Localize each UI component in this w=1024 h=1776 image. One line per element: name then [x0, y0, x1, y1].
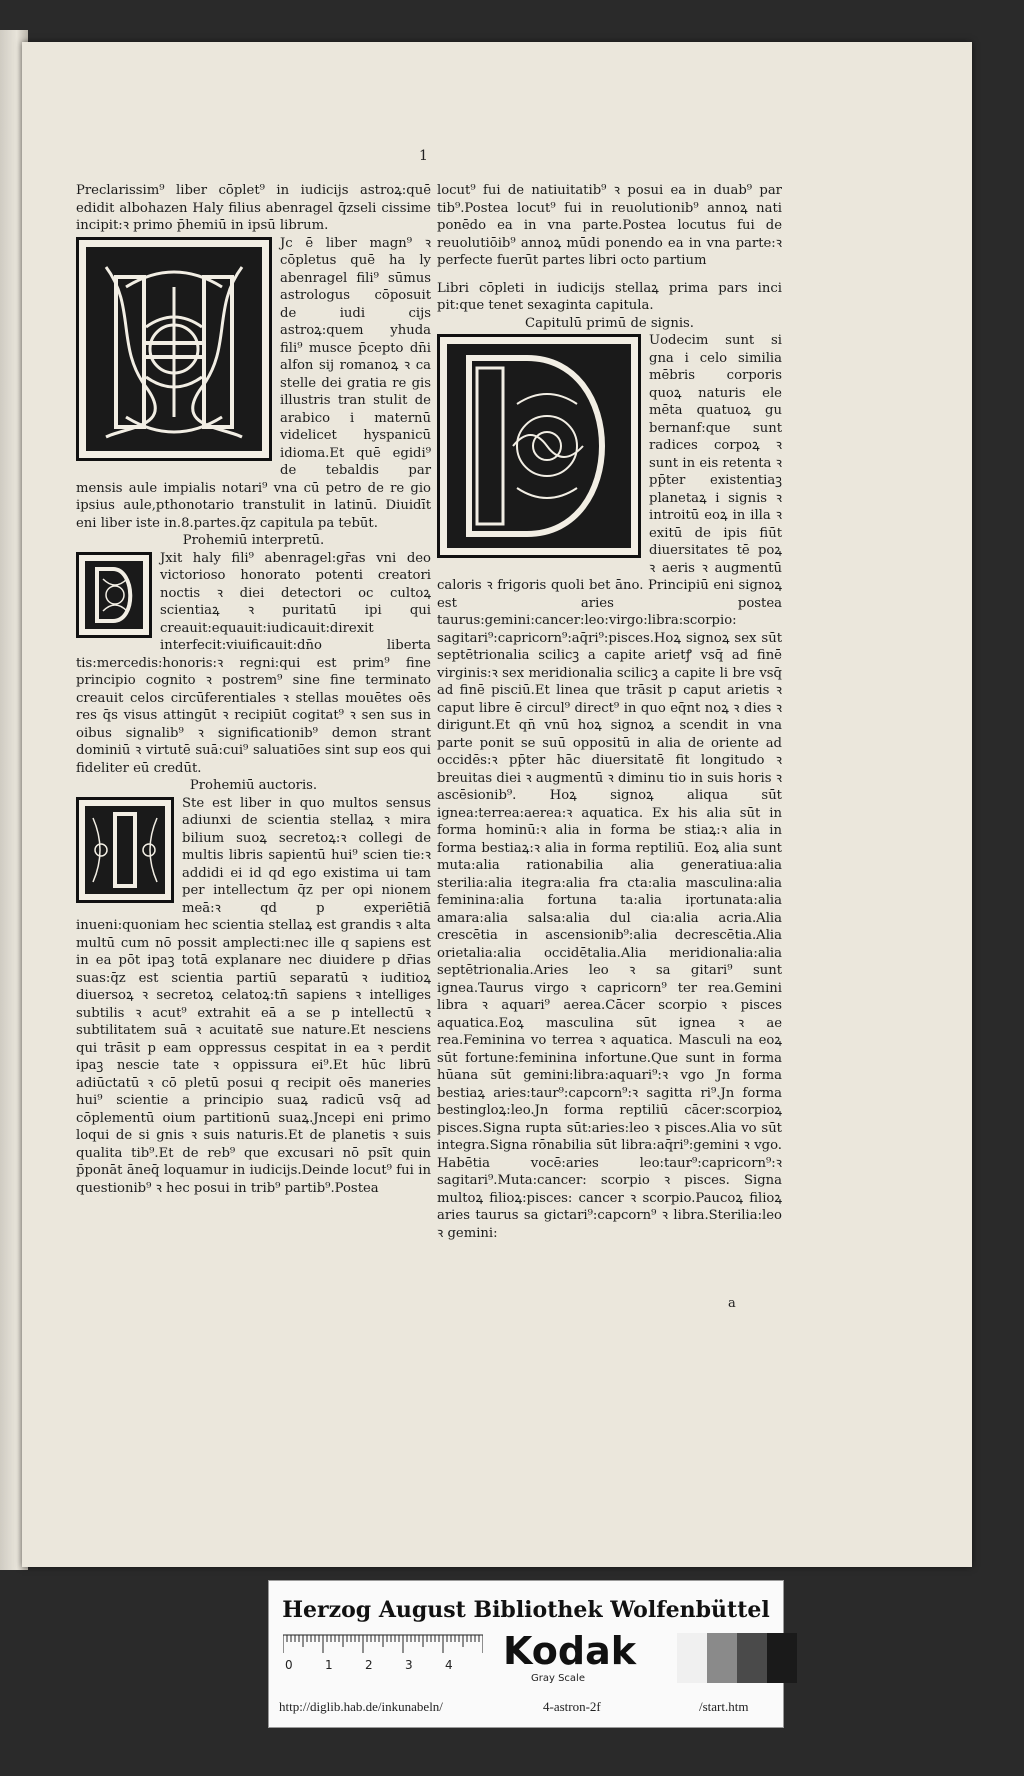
color-scale-card [268, 1580, 784, 1728]
folio-mark: 1 [419, 148, 428, 164]
intro-text: Preclarissim⁹ liber cōplet⁹ in iudicijs astroꝝ:quē edidit albohazen Haly filius abenragel q̄zseli cissime incipit:ꝛ primo p̄hemiū in ipsū librum. [76, 183, 431, 233]
right-paragraph-one: locut⁹ fui de natiuitatib⁹ ꝛ posui ea in duab⁹ par tib⁹.Postea locut⁹ fui in reuolutionib⁹ annoꝝ nati ponēdo ea in vna parte.Postea locutus fui de reuolutiōib⁹ annoꝝ mūdi ponendo ea in vna parte:ꝛ perfecte fuerūt partes libri octo partium [437, 183, 782, 268]
ruler-label: 0 [285, 1658, 293, 1672]
library-title: Herzog August Bibliothek Wolfenbüttel [282, 1597, 770, 1623]
ruler [283, 1633, 483, 1677]
ruler-label: 4 [445, 1658, 453, 1672]
gray-scale-label: Gray Scale [531, 1673, 585, 1684]
heading-capitulum-primum: Capitulū primū de signis. [525, 315, 694, 331]
ruler-label: 1 [325, 1658, 333, 1672]
decorated-initial-d [76, 552, 152, 638]
heading-prohemium-auctoris: Prohemiū auctoris. [189, 778, 318, 793]
url-mid: 4-astron-2f [543, 1699, 601, 1714]
signature-mark: a [728, 1296, 736, 1311]
right-paragraph-three: Uodecim sunt si gna i celo similia mēbris corporis quoꝝ naturis ele mēta quatuoꝝ gu bernanf:que sunt radices corpoꝝ ꝛ sunt in eis retenta ꝛ pp̄ter existentiaꝫ planetaꝝ i signis ꝛ introitū eoꝝ in illa ꝛ exitū de ipis fiūt diuersitates tē poꝝ ꝛ aeris ꝛ augmentū caloris ꝛ frigoris quoli bet āno. Principiū eni signoꝝ est aries postea taurus:gemini:cancer:leo:virgo:libra:scorpio: sagitari⁹:capricorn⁹:aq̄ri⁹:pisces.Hoꝝ signoꝝ sex sūt septētrionalia scilicꝫ a capite arietꝭ vsq̄ ad finē virginis:ꝛ sex meridionalia scilicꝫ a capite li bre vsq̄ ad finē pisciū.Et linea que trāsit p caput arietis ꝛ caput libre ē circul⁹ direct⁹ in quo eq̄nt noꝝ ꝛ dies ꝛ dirigunt.Et qn̄ vnū hoꝝ signoꝝ a scendit in vna parte ponit se suū oppositū in alia de oriente ad occidēs:ꝛ pp̄ter hāc diuersitatē fit longitudo ꝛ breuitas diei ꝛ augmentū ꝛ diminu tio in suis horis ꝛ ascēsionib⁹. Hoꝝ signoꝝ aliqua sūt ignea:terrea:aerea:ꝛ aquatica. Ex his alia sūt in forma hominū:ꝛ alia in forma be stiaꝝ:ꝛ alia in forma bestiaꝝ:ꝛ alia in forma reptiliū. Eoꝝ alia sunt muta:alia rationabilia alia generatiua:alia sterilia:alia itegra:alia fra cta:alia masculina:alia feminina:alia fortuna ta:alia iꝼortunata:alia amara:alia salsa:alia dul cia:alia acria.Alia crescētia in ascensionib⁹:alia decrescētia.Alia orietalia:alia occidētalia.Alia meridionalia:alia septētrionalia.Aries leo ꝛ sa gitari⁹ sunt ignea.Taurus virgo ꝛ capricorn⁹ ter rea.Gemini libra ꝛ aquari⁹ aerea.Cācer scorpio ꝛ pisces aquatica.Eoꝝ masculina sūt ignea ꝛ ae rea.Feminina vo terrea ꝛ aquatica. Masculi na eoꝝ sūt fortune:feminina infortune.Que sunt in forma hūana sūt gemini:libra:aquari⁹:ꝛ vgo Jn forma bestiaꝝ aries:taur⁹:capcorn⁹:ꝛ sagitta ri⁹.Jn forma bestingloꝝ:leo.Jn forma reptiliū cācer:scorpioꝝ pisces.Signa rupta sūt:aries:leo ꝛ pisces.Alia vo sūt integra.Signa rōnabilia sūt libra:aq̄ri⁹:gemini ꝛ vgo. Habētia vocē:aries leo:taur⁹:capricorn⁹:ꝛ sagitari⁹.Muta:cancer: scorpio ꝛ pisces. Signa multoꝝ filioꝝ:pisces: cancer ꝛ scorpio.Paucoꝝ filioꝝ aries taurus sa gictari⁹:capcorn⁹ ꝛ libra.Sterilia:leo ꝛ gemini: [437, 333, 782, 1241]
decorated-initial-h [76, 237, 272, 461]
paragraph-one: Jc ē liber magn⁹ ꝛ cōpletus quē ha ly abenragel fili⁹ sūmus astrologus cōposuit de iudi cijs astroꝝ:quem yhuda fili⁹ musce p̄cepto dn̄i alfon sij romanoꝝ ꝛ ca stelle dei gratia re gis illustris tran stulit de arabico i maternū videlicet hyspanicū idioma.Et quē egidi⁹ de tebaldis par mensis aule impialis notari⁹ vna cū petro de re gio ipsius aule,pthonotario transtulit in latinū. Diuidīt eni liber iste in.8.partes.q̄z capitula pa tebūt. [76, 235, 431, 531]
swatch-3 [737, 1633, 767, 1683]
left-column [76, 182, 431, 1197]
right-column [437, 182, 782, 1242]
book-page [22, 42, 972, 1567]
decorated-initial-d-large [437, 334, 641, 558]
url-left: http://diglib.hab.de/inkunabeln/ [279, 1699, 443, 1714]
swatch-4 [767, 1633, 797, 1683]
paragraph-three: Ste est liber in quo multos sensus adiunxi de scientia stellaꝝ ꝛ mira bilium suoꝝ secretoꝝ:ꝛ collegi de multis libris sapientū hui⁹ scien tie:ꝛ addidi ei id qd ego existima ui tam per intellectum q̄z per opi nionem meā:ꝛ qd p experiētiā inueni:quoniam hec scientia stellaꝝ est grandis ꝛ alta multū cum nō possit amplecti:nec ille q sapiens est in ea pōt ipaꝫ totā explanare nec diuidere p dr̄ias suas:q̄z est scientia partiū separatū ꝛ iuditioꝝ diuersoꝝ ꝛ secretoꝝ celatoꝝ:tn̄ sapiens ꝛ intelliges subtilis ꝛ acut⁹ extrahit eā a se p intellectū ꝛ subtilitatem suā ꝛ acuitatē sue nature.Et nesciens qui trāsit p eam oppressus cespitat in ea ꝛ perdit ipaꝫ nescie tate ꝛ oppissura ei⁹.Et hūc librū adiūctatū ꝛ cō pletū posui q recipit oēs maneries hui⁹ scientie a principio suaꝝ radicū vsq̄ ad cōplementū oium partitionū suaꝝ.Jncepi eni primo loqui de si gnis ꝛ suis naturis.Et de planetis ꝛ suis qualita tib⁹.Et de reb⁹ que excusari nō psīt quin p̄ponāt āneq̄ loquamur in iudicijs.Deinde locut⁹ fui in questionib⁹ ꝛ hec posui in trib⁹ partib⁹.Postea [76, 795, 431, 1196]
ruler-label: 3 [405, 1658, 413, 1672]
gray-swatches [677, 1633, 797, 1683]
kodak-logo: Kodak [503, 1629, 636, 1673]
url-right: /start.htm [699, 1699, 749, 1714]
swatch-2 [707, 1633, 737, 1683]
decorated-initial-i [76, 797, 174, 903]
ruler-label: 2 [365, 1658, 373, 1672]
right-paragraph-two: Libri cōpleti in iudicijs stellaꝝ prima pars inci pit:que tenet sexaginta capitula. [437, 280, 782, 313]
heading-prohemium-interpretum: Prohemiū interpretū. [182, 533, 325, 548]
swatch-1 [677, 1633, 707, 1683]
paragraph-two: Jxit haly fili⁹ abenragel:gr̄as vni deo victorioso honorato potenti creatori noctis ꝛ diei detectori oc cultoꝝ scientiaꝝ ꝛ puritatū ipi qui creauit:equauit:iudicauit:direxit interfecit:viuificauit:dn̄o liberta tis:mercedis:honoris:ꝛ regni:qui est prim⁹ fine principio cognito ꝛ postrem⁹ sine fine terminato creauit celos circūferentiales ꝛ stellas mouētes oēs res q̄s visus attingūt ꝛ recipiūt cogitat⁹ ꝛ sen sus in oibus signalib⁹ ꝛ significationib⁹ demon strant dominiū ꝛ virtutē suā:cui⁹ saluatiōes sint sup eos qui fideliter eū credūt. [76, 550, 431, 776]
